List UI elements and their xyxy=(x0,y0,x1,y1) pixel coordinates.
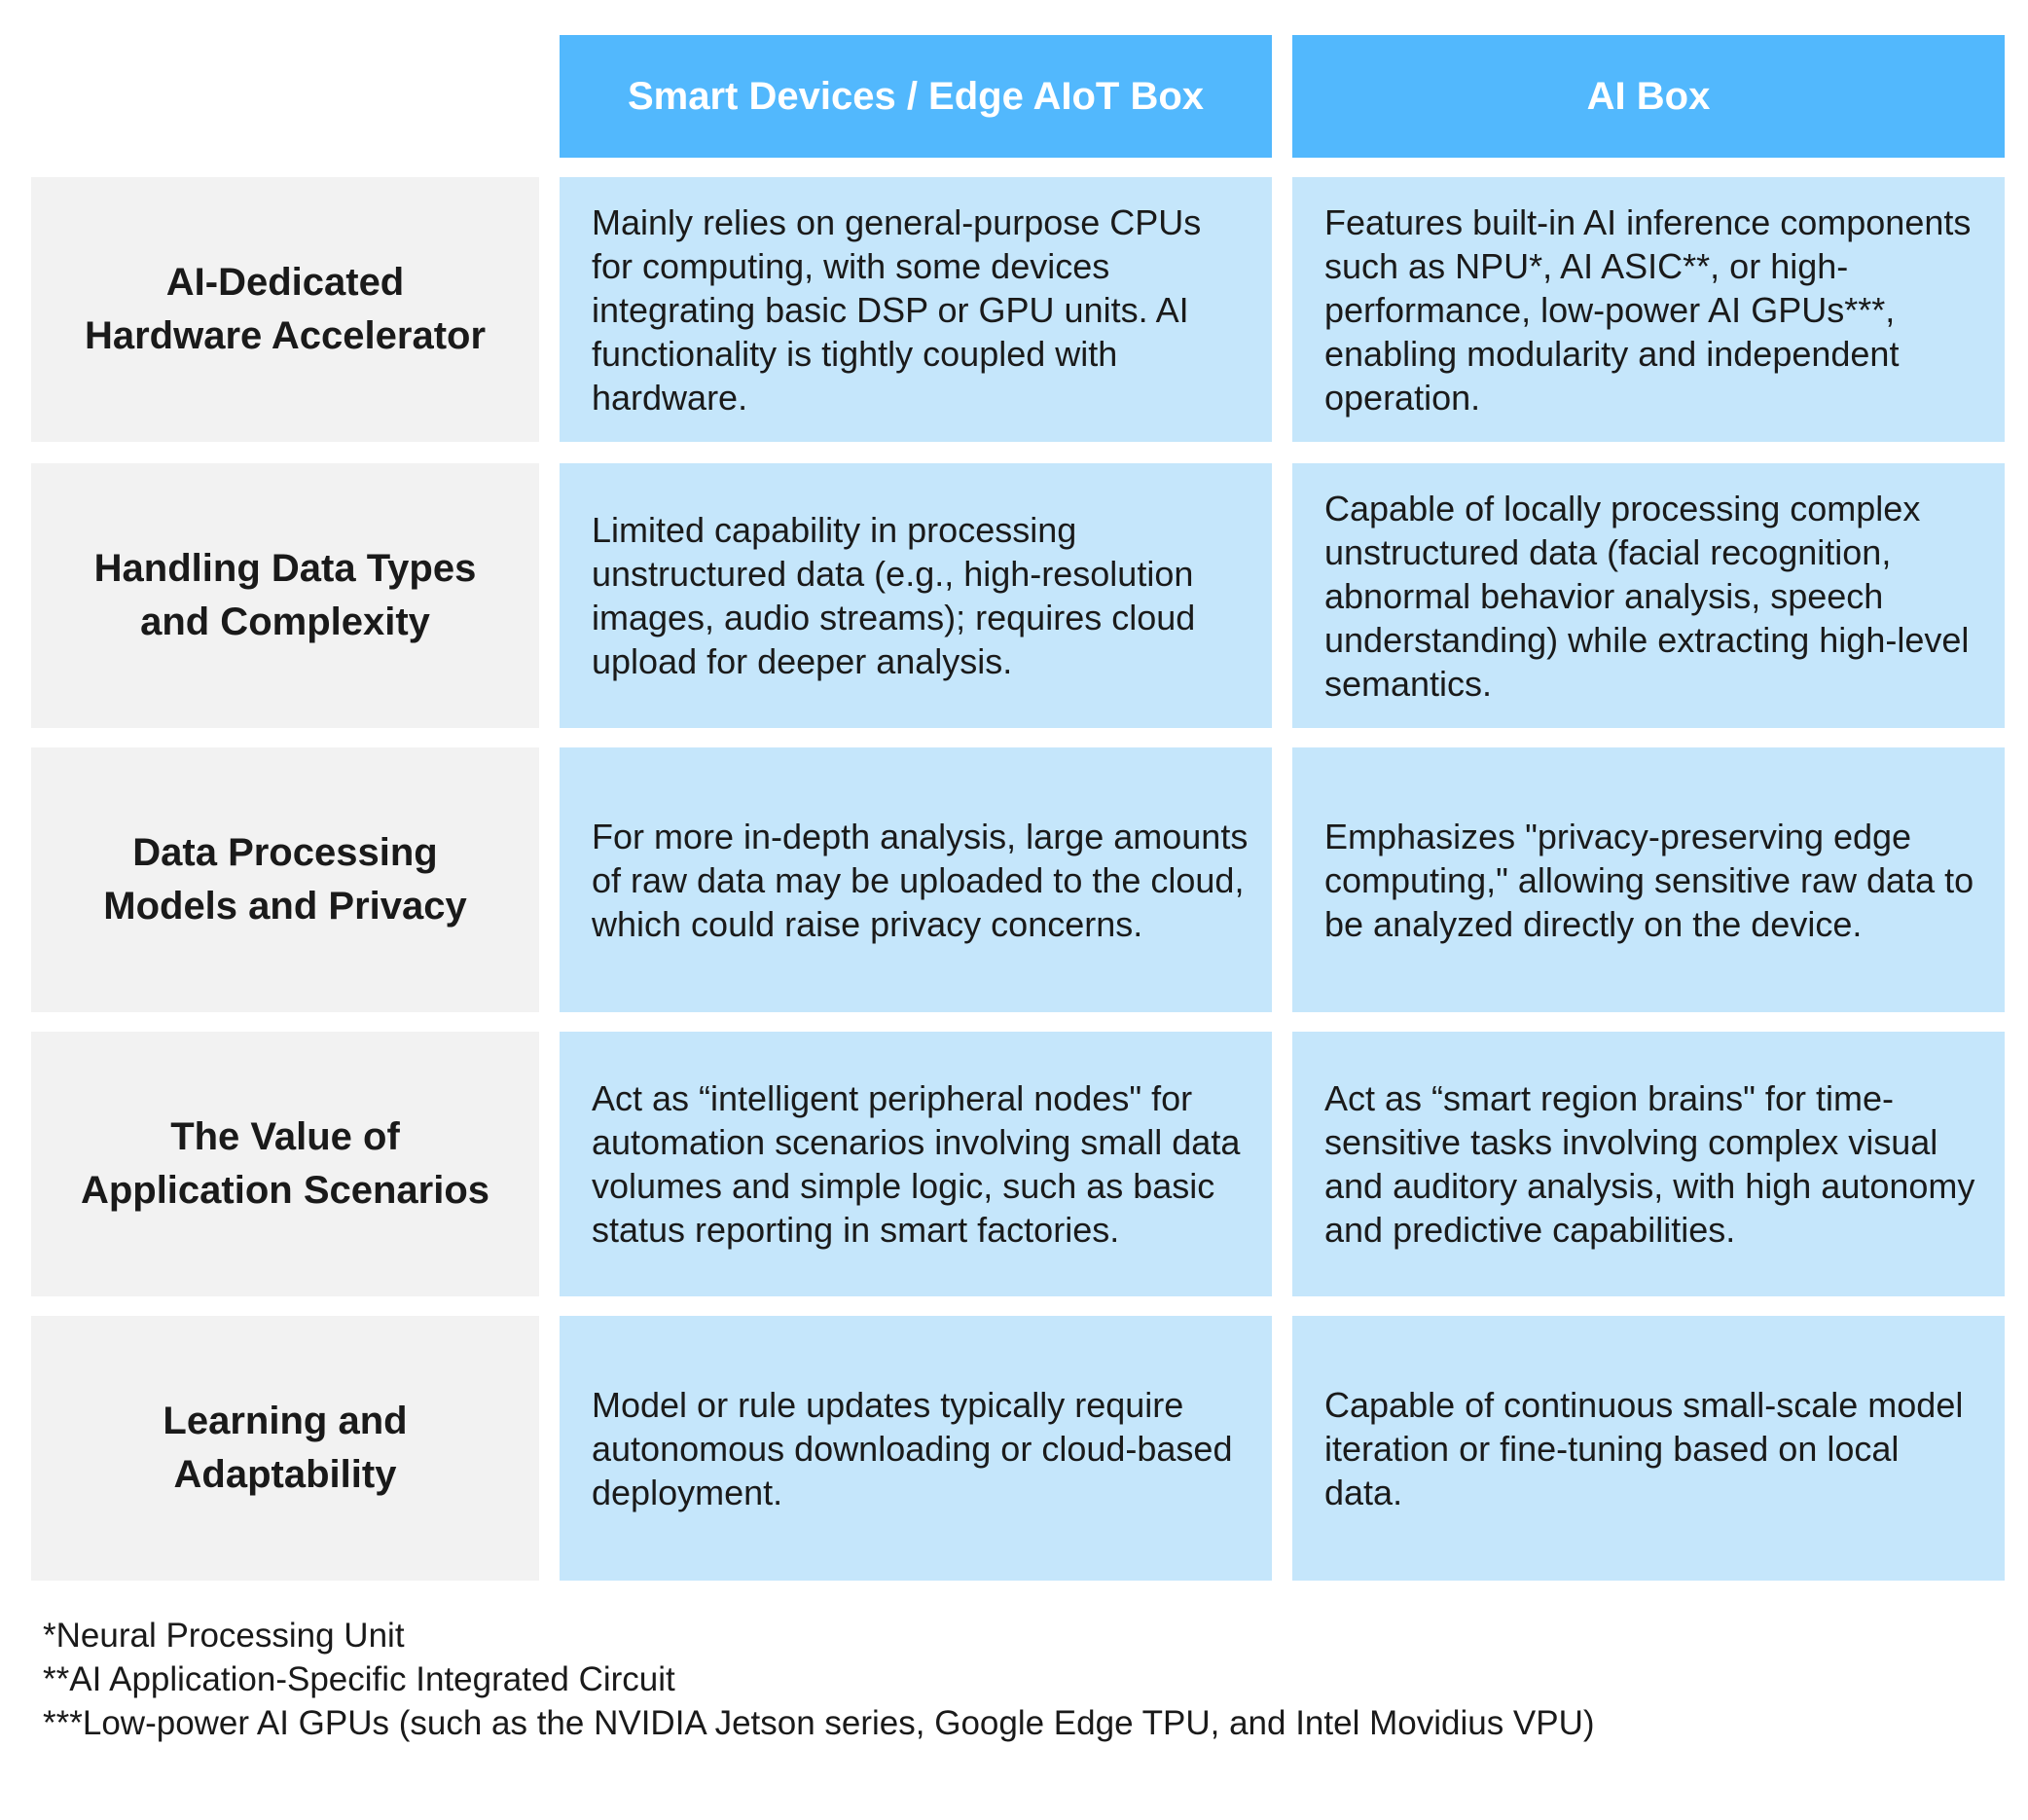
table-cell xyxy=(560,463,1272,728)
column-header-ai-box xyxy=(1292,35,2005,158)
footnote-npu: *Neural Processing Unit xyxy=(43,1617,405,1655)
footnotes xyxy=(43,1614,1595,1745)
table-cell xyxy=(560,1316,1272,1581)
cell-text: Act as “intelligent peripheral nodes" for automation scenarios involving small data volumes and simple logic, such as basic status reporting in smart factories. xyxy=(592,1078,1241,1250)
column-header-smart-devices xyxy=(560,35,1272,158)
footnote-gpu: ***Low-power AI GPUs (such as the NVIDIA Jetson series, Google Edge TPU, and Intel Movidius VPU) xyxy=(43,1704,1595,1742)
row-label-application-scenarios xyxy=(31,1032,539,1296)
table-cell xyxy=(560,747,1272,1012)
cell-text: For more in-depth analysis, large amounts of raw data may be uploaded to the cloud, which could raise privacy concerns. xyxy=(592,816,1249,944)
column-header-label: Smart Devices / Edge AIoT Box xyxy=(627,74,1205,118)
table-cell xyxy=(560,177,1272,442)
table-cell xyxy=(1292,463,2005,728)
row-label-hardware-accelerator xyxy=(31,177,539,442)
row-label-text: Data Processing Models and Privacy xyxy=(103,831,467,928)
column-header-label: AI Box xyxy=(1586,74,1711,118)
table-cell xyxy=(560,1032,1272,1296)
row-label-text: Learning and Adaptability xyxy=(163,1400,408,1496)
table-cell xyxy=(1292,1316,2005,1581)
row-label-data-types xyxy=(31,463,539,728)
cell-text: Features built-in AI inference components such as NPU*, AI ASIC**, or high-performance, low-power AI GPUs***, enabling modularity and independent operation. xyxy=(1324,201,1972,418)
cell-text: Act as “smart region brains" for time-sensitive tasks involving complex visual and auditory analysis, with high autonomy and predictive capabilities. xyxy=(1324,1078,1975,1250)
row-label-text: AI-Dedicated Hardware Accelerator xyxy=(84,261,487,357)
cell-text: Mainly relies on general-purpose CPUs for computing, with some devices integrating basic DSP or GPU units. AI functionality is tightly coupled with hardware. xyxy=(592,201,1202,418)
cell-text: Capable of locally processing complex unstructured data (facial recognition, abnormal behavior analysis, speech understanding) while extracting high-level semantics. xyxy=(1324,488,1970,704)
row-label-text: The Value of Application Scenarios xyxy=(80,1115,490,1212)
table-cell xyxy=(1292,177,2005,442)
cell-text: Emphasizes "privacy-preserving edge computing," allowing sensitive raw data to be analyzed directly on the device. xyxy=(1324,816,1974,944)
row-label-learning xyxy=(31,1316,539,1581)
footnote-asic: **AI Application-Specific Integrated Circuit xyxy=(43,1660,675,1698)
cell-text: Capable of continuous small-scale model iteration or fine-tuning based on local data. xyxy=(1324,1384,1964,1512)
row-label-text: Handling Data Types and Complexity xyxy=(93,547,477,643)
cell-text: Limited capability in processing unstructured data (e.g., high-resolution images, audio streams); requires cloud upload for deeper analysis. xyxy=(592,510,1196,681)
table-cell xyxy=(1292,747,2005,1012)
row-label-privacy xyxy=(31,747,539,1012)
table-cell xyxy=(1292,1032,2005,1296)
cell-text: Model or rule updates typically require autonomous downloading or cloud-based deployment. xyxy=(592,1384,1233,1512)
